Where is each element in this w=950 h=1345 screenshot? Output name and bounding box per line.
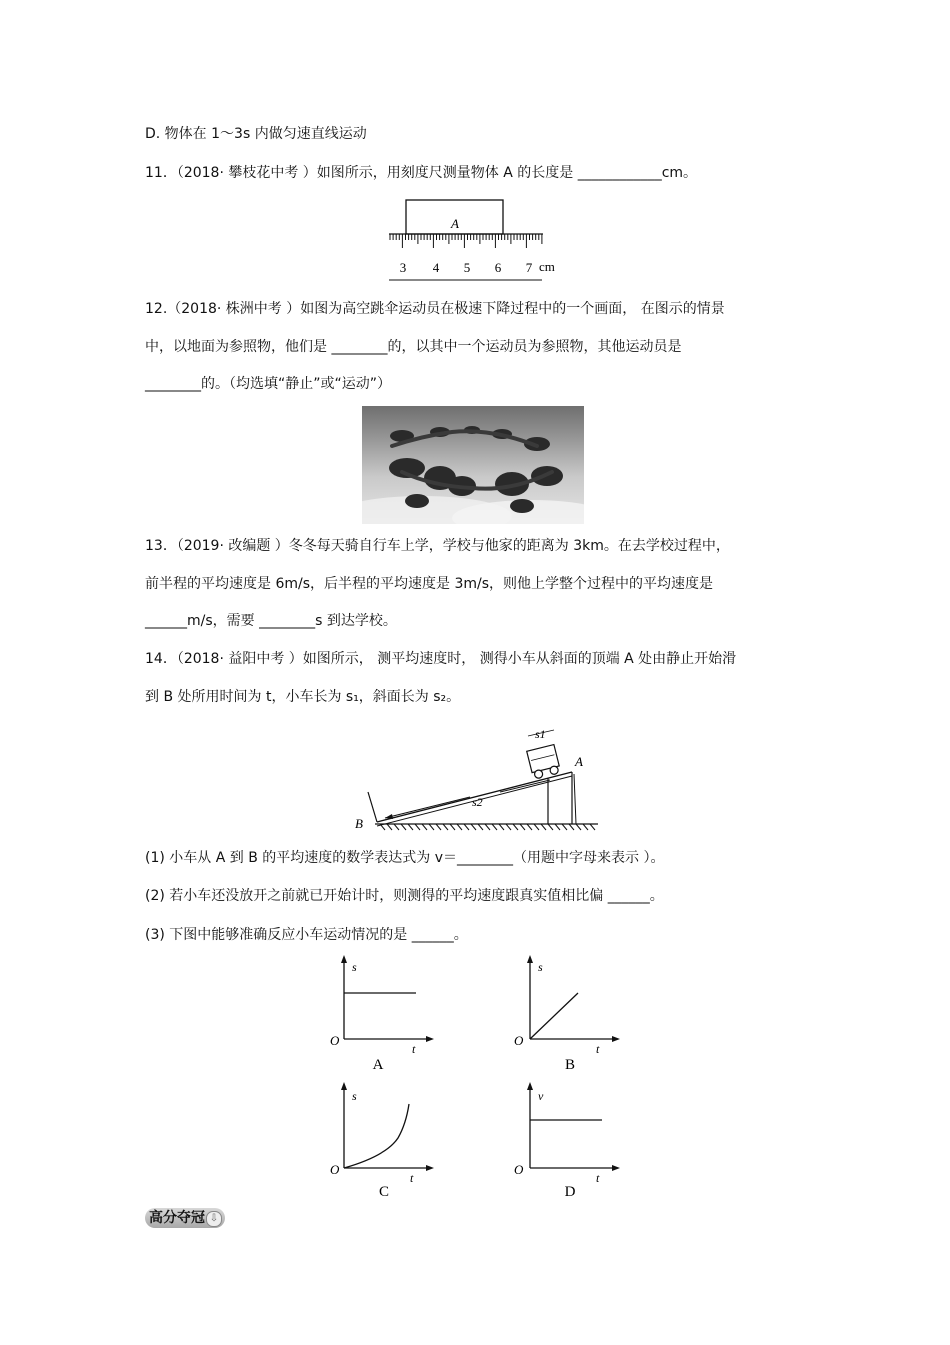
ruler-figure <box>385 196 565 286</box>
ground-hatch <box>387 824 392 830</box>
question-12-line3: ________的。（均选填“静止”或“运动”） <box>145 376 392 392</box>
ground-hatch <box>450 824 455 830</box>
section-badge <box>145 1208 225 1228</box>
ground-hatch <box>576 824 581 830</box>
graph-option-a <box>326 953 436 1073</box>
ground-hatch <box>513 824 518 830</box>
skydivers-photo <box>362 406 584 524</box>
ground-hatch <box>541 824 546 830</box>
y-axis-label: v <box>538 1089 544 1103</box>
question-10-option-d: D. 物体在 1～3s 内做匀速直线运动 <box>145 126 367 142</box>
cart <box>527 745 561 780</box>
section-badge-label: 高分夺冠 <box>149 1210 205 1226</box>
label-a: A <box>575 754 583 769</box>
x-axis-label: t <box>412 1042 416 1056</box>
option-label: C <box>378 1184 390 1200</box>
tick-label-4: 4 <box>432 260 440 275</box>
ground-hatch <box>478 824 483 830</box>
x-axis-label: t <box>596 1171 600 1185</box>
tick-label-7: 7 <box>525 260 533 275</box>
ground-hatch <box>527 824 532 830</box>
question-13-line2: 前半程的平均速度是 6m/s，后半程的平均速度是 3m/s，则他上学整个过程中的平均速度是 <box>145 576 714 592</box>
ground-hatch <box>569 824 574 830</box>
ground-hatch <box>520 824 525 830</box>
graph-option-d <box>512 1080 622 1202</box>
ground-hatch <box>590 824 595 830</box>
origin-label: O <box>330 1162 340 1177</box>
question-13-line3: ______m/s，需要 ________s 到达学校。 <box>145 613 397 629</box>
question-14-part3: (3) 下图中能够准确反应小车运动情况的是 ______。 <box>145 927 468 943</box>
ground-hatch <box>548 824 553 830</box>
y-axis-label: s <box>352 1089 357 1103</box>
ground-hatch <box>562 824 567 830</box>
unit-label: cm <box>539 259 555 274</box>
question-14-line1: 14．（2018· 益阳中考 ）如图所示， 测平均速度时， 测得小车从斜面的顶端 A 处由静止开始滑 <box>145 651 737 667</box>
origin-label: O <box>514 1033 524 1048</box>
ground-hatch <box>401 824 406 830</box>
tick-label-5: 5 <box>463 260 471 275</box>
ground-hatch <box>492 824 497 830</box>
ground-hatch <box>555 824 560 830</box>
tick-label-3: 3 <box>399 260 407 275</box>
ground-hatch <box>408 824 413 830</box>
ground-hatch <box>471 824 476 830</box>
object-a-label: A <box>451 216 459 231</box>
ground-hatch <box>443 824 448 830</box>
ground-hatch <box>485 824 490 830</box>
question-14-part2: (2) 若小车还没放开之前就已开始计时，则测得的平均速度跟真实值相比偏 ______。 <box>145 888 664 904</box>
x-axis-label: t <box>410 1171 414 1185</box>
ground-hatch <box>534 824 539 830</box>
graph-option-b <box>512 953 622 1073</box>
option-label: B <box>564 1057 576 1073</box>
option-label: A <box>372 1057 384 1073</box>
question-14-line2: 到 B 处所用时间为 t，小车长为 s₁，斜面长为 s₂。 <box>145 689 461 705</box>
question-12-line1: 12.（2018· 株洲中考 ）如图为高空跳伞运动员在极速下降过程中的一个画面， 在图示的情景 <box>145 301 725 317</box>
ground-hatch <box>464 824 469 830</box>
ground-hatch <box>415 824 420 830</box>
ground-hatch <box>499 824 504 830</box>
incline-figure <box>350 722 600 834</box>
label-s1: s1 <box>535 727 546 741</box>
y-axis-label: s <box>352 960 357 974</box>
question-11: 11．（2018· 攀枝花中考 ）如图所示，用刻度尺测量物体 A 的长度是 ____________cm。 <box>145 165 698 181</box>
origin-label: O <box>514 1162 524 1177</box>
question-12-line2: 中，以地面为参照物，他们是 ________的，以其中一个运动员为参照物，其他运动员是 <box>145 339 682 355</box>
ground-hatch <box>436 824 441 830</box>
question-14-part1: (1) 小车从 A 到 B 的平均速度的数学表达式为 v＝________（用题中字母来表示 ）。 <box>145 850 665 866</box>
x-axis-label: t <box>596 1042 600 1056</box>
ground-hatch <box>506 824 511 830</box>
y-axis-label: s <box>538 960 543 974</box>
label-s2: s2 <box>472 795 483 809</box>
label-b: B <box>355 816 363 831</box>
ground-hatch <box>429 824 434 830</box>
origin-label: O <box>330 1033 340 1048</box>
option-label: D <box>564 1184 576 1200</box>
ground-hatch <box>394 824 399 830</box>
tick-label-6: 6 <box>494 260 502 275</box>
question-13-line1: 13．（2019· 改编题 ）冬冬每天骑自行车上学，学校与他家的距离为 3km。在去学校过程中， <box>145 538 730 554</box>
ground-hatch <box>457 824 462 830</box>
ground-hatch <box>583 824 588 830</box>
ground-hatch <box>422 824 427 830</box>
chevron-down-icon: ⇩ <box>206 1211 222 1227</box>
graph-option-c <box>326 1080 436 1202</box>
